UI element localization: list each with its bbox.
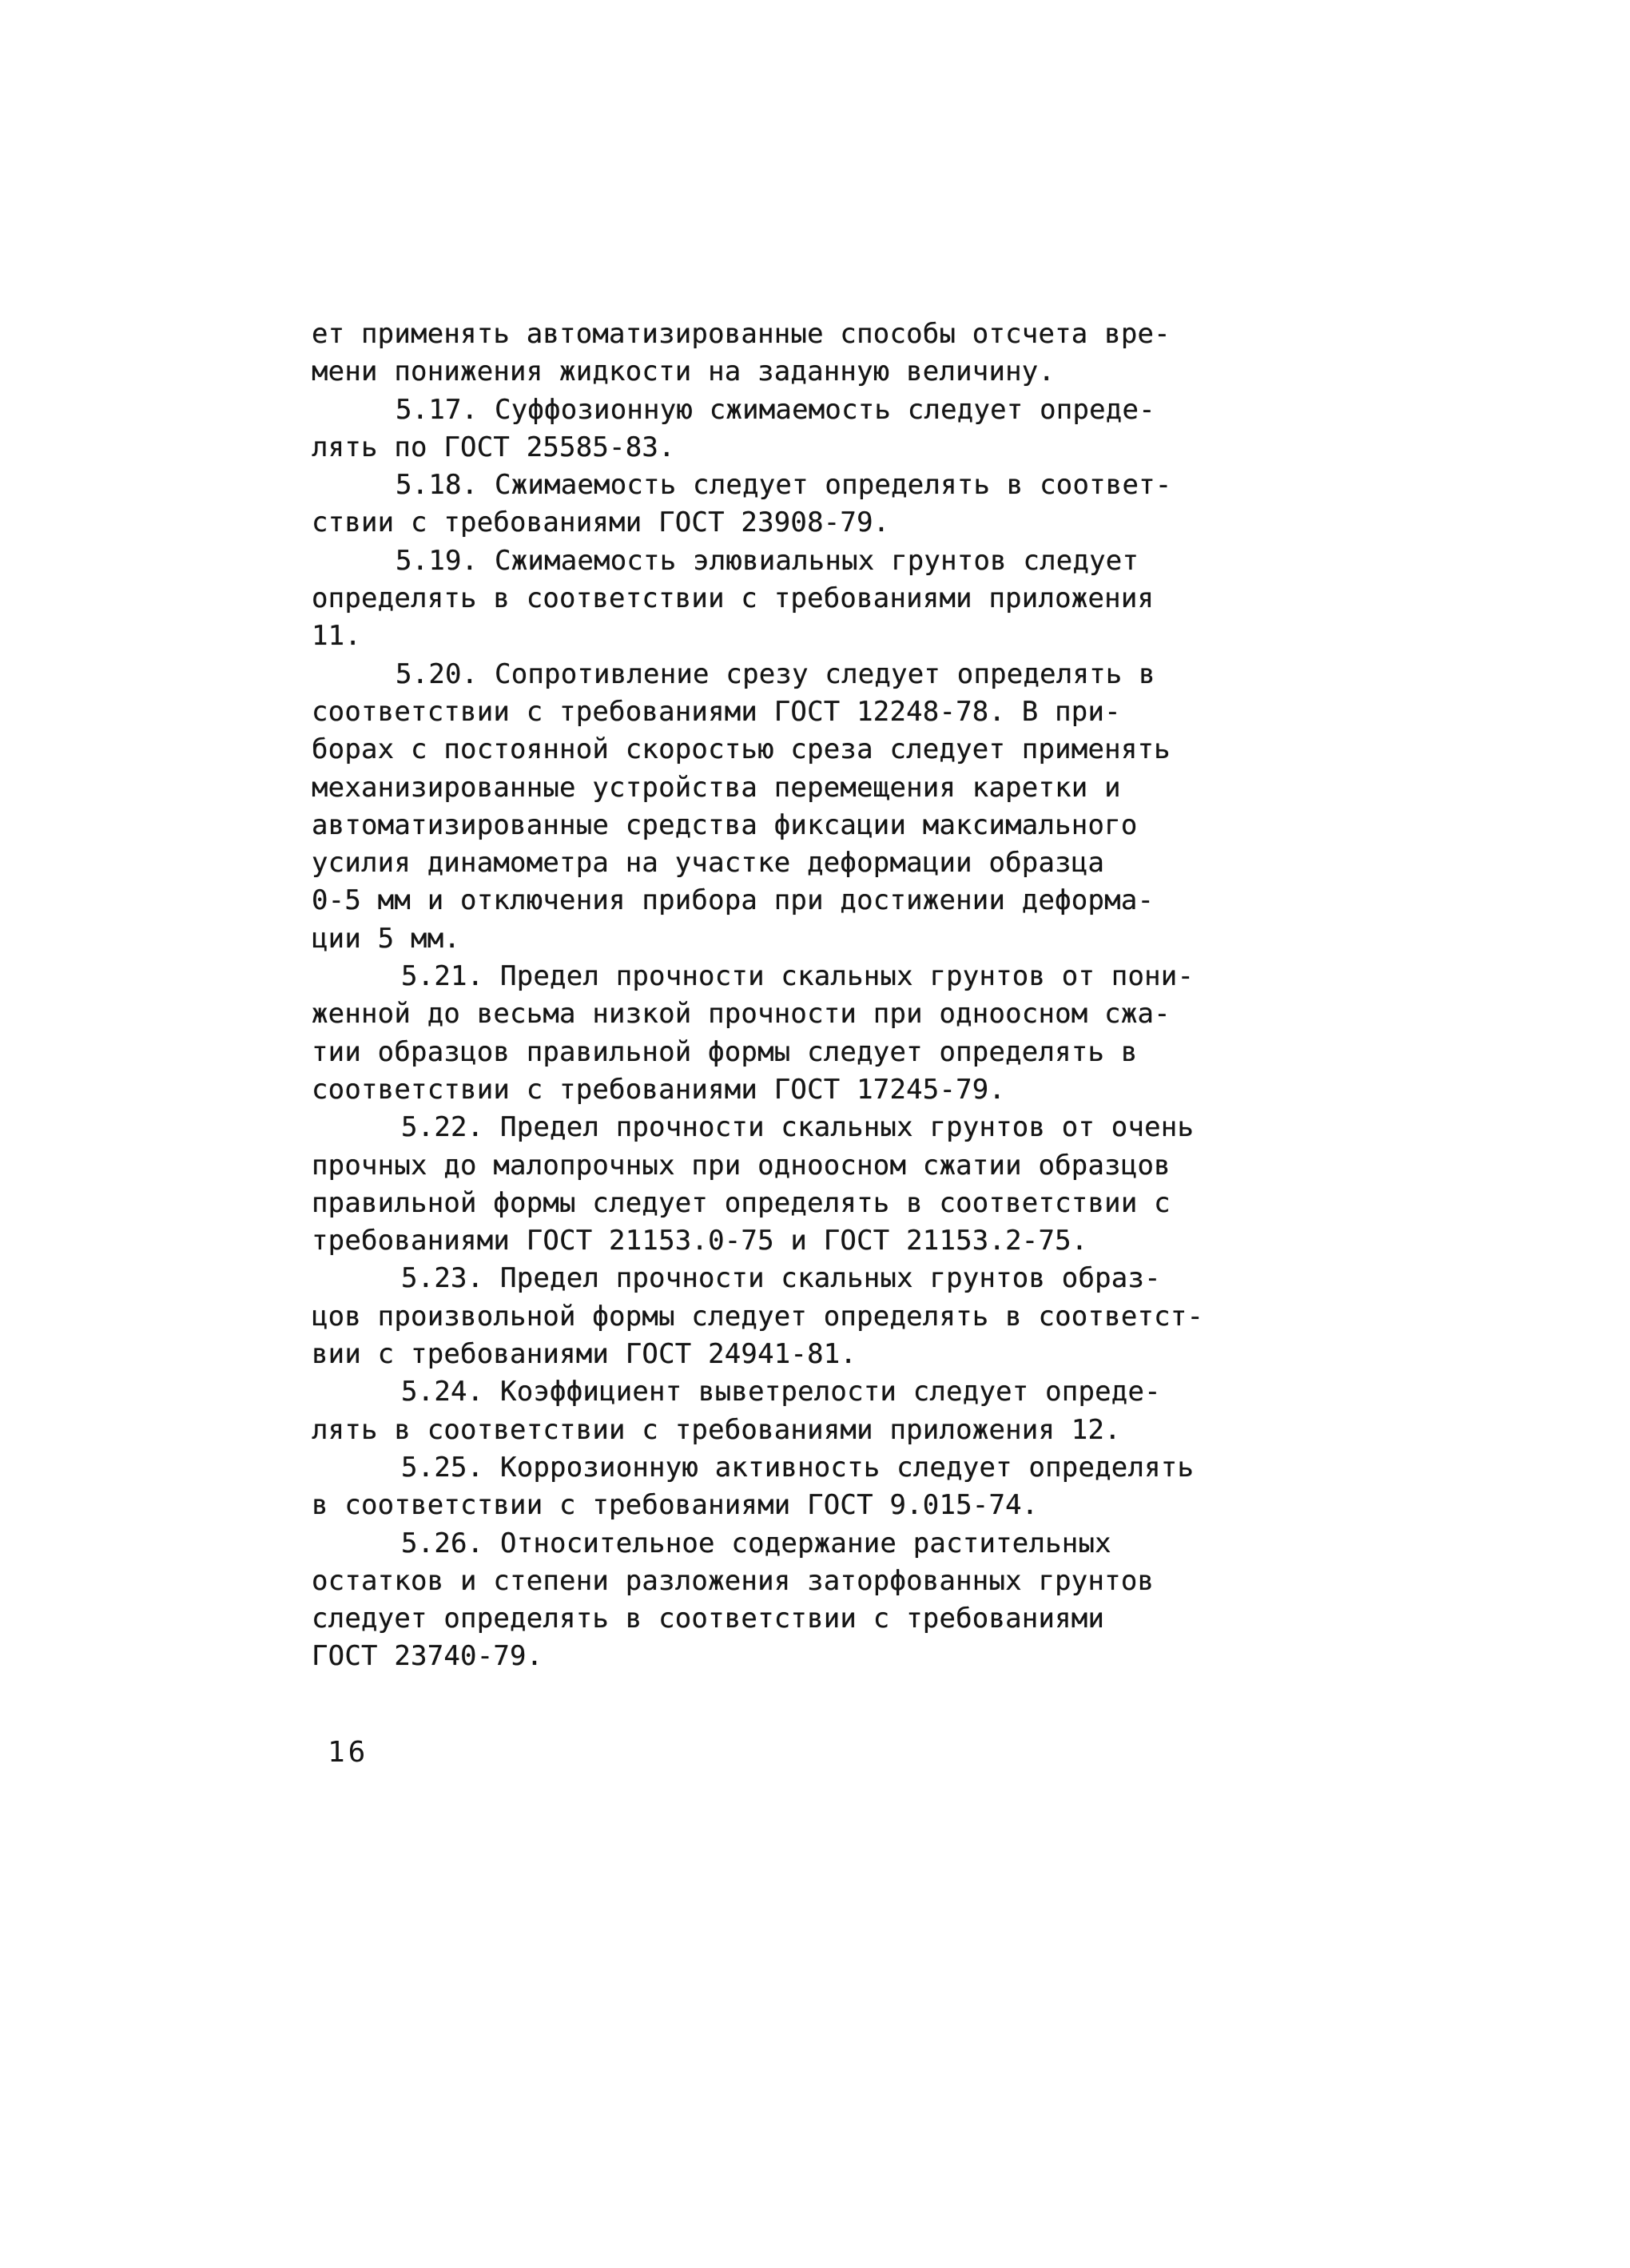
text-line: лять по ГОСТ 25585-83. (312, 431, 675, 463)
text-line: соответствии с требованиями ГОСТ 12248-78. В при- (312, 695, 1121, 728)
text-line: ствии с требованиями ГОСТ 23908-79. (312, 506, 890, 539)
text-line: 5.21. Предел прочности скальных грунтов от пони- (401, 960, 1195, 993)
text-line: ет применять автоматизированные способы отсчета вре- (312, 318, 1171, 350)
text-line: цов произвольной формы следует определять в соответст- (312, 1300, 1204, 1333)
text-line: в соответствии с требованиями ГОСТ 9.015-74. (312, 1489, 1039, 1522)
text-line: остатков и степени разложения заторфованных грунтов (312, 1564, 1155, 1597)
text-line: механизированные устройства перемещения каретки и (312, 771, 1121, 804)
paragraph-5-21 (312, 958, 1270, 1109)
paragraph-5-22 (312, 1109, 1270, 1260)
text-line: 5.18. Сжимаемость следует определять в соответ- (396, 469, 1172, 502)
text-line: 5.19. Сжимаемость элювиальных грунтов следует (396, 544, 1139, 577)
body-text (312, 316, 1270, 1676)
text-line: ГОСТ 23740-79. (312, 1640, 543, 1673)
paragraph-5-18 (312, 467, 1270, 542)
text-line: 5.22. Предел прочности скальных грунтов от очень (401, 1111, 1195, 1144)
text-line: правильной формы следует определять в соответствии с (312, 1186, 1171, 1219)
text-line: 0-5 мм и отключения прибора при достижении деформа- (312, 884, 1155, 917)
text-line: женной до весьма низкой прочности при одноосном сжа- (312, 998, 1171, 1031)
text-line: лять в соответствии с требованиями приложения 12. (312, 1413, 1121, 1446)
paragraph-5-20 (312, 656, 1270, 958)
text-line: мени понижения жидкости на заданную величину. (312, 355, 1056, 388)
paragraph-5-17 (312, 391, 1270, 467)
text-line: 5.26. Относительное содержание растительных (401, 1527, 1111, 1559)
text-line: автоматизированные средства фиксации максимального (312, 808, 1138, 841)
text-line: 5.20. Сопротивление срезу следует определять в (396, 657, 1155, 690)
text-line: требованиями ГОСТ 21153.0-75 и ГОСТ 21153.2-75. (312, 1225, 1088, 1257)
text-line: 5.17. Суффозионную сжимаемость следует опреде- (396, 393, 1155, 426)
paragraph-5-23 (312, 1260, 1270, 1373)
paragraph-5-25 (312, 1449, 1270, 1525)
text-line: прочных до малопрочных при одноосном сжатии образцов (312, 1149, 1171, 1182)
text-line: ции 5 мм. (312, 922, 461, 955)
text-line: вии с требованиями ГОСТ 24941-81. (312, 1338, 857, 1371)
paragraph-5-19 (312, 542, 1270, 656)
text-line: определять в соответствии с требованиями приложения (312, 582, 1155, 615)
page-number: 16 (328, 1736, 369, 1769)
text-line: соответствии с требованиями ГОСТ 17245-79. (312, 1073, 1006, 1106)
text-line: следует определять в соответствии с требованиями (312, 1603, 1105, 1635)
text-line: усилия динамометра на участке деформации образца (312, 847, 1105, 880)
text-line: борах с постоянной скоростью среза следует применять (312, 733, 1171, 766)
paragraph-5-16-continuation (312, 316, 1270, 391)
text-line: тии образцов правильной формы следует определять в (312, 1035, 1138, 1068)
paragraph-5-26 (312, 1525, 1270, 1676)
text-line: 5.24. Коэффициент выветрелости следует опреде- (401, 1376, 1161, 1408)
text-line: 5.25. Коррозионную активность следует определять (401, 1451, 1195, 1484)
text-line: 5.23. Предел прочности скальных грунтов образ- (401, 1262, 1161, 1295)
text-line: 11. (312, 620, 362, 653)
paragraph-5-24 (312, 1373, 1270, 1449)
